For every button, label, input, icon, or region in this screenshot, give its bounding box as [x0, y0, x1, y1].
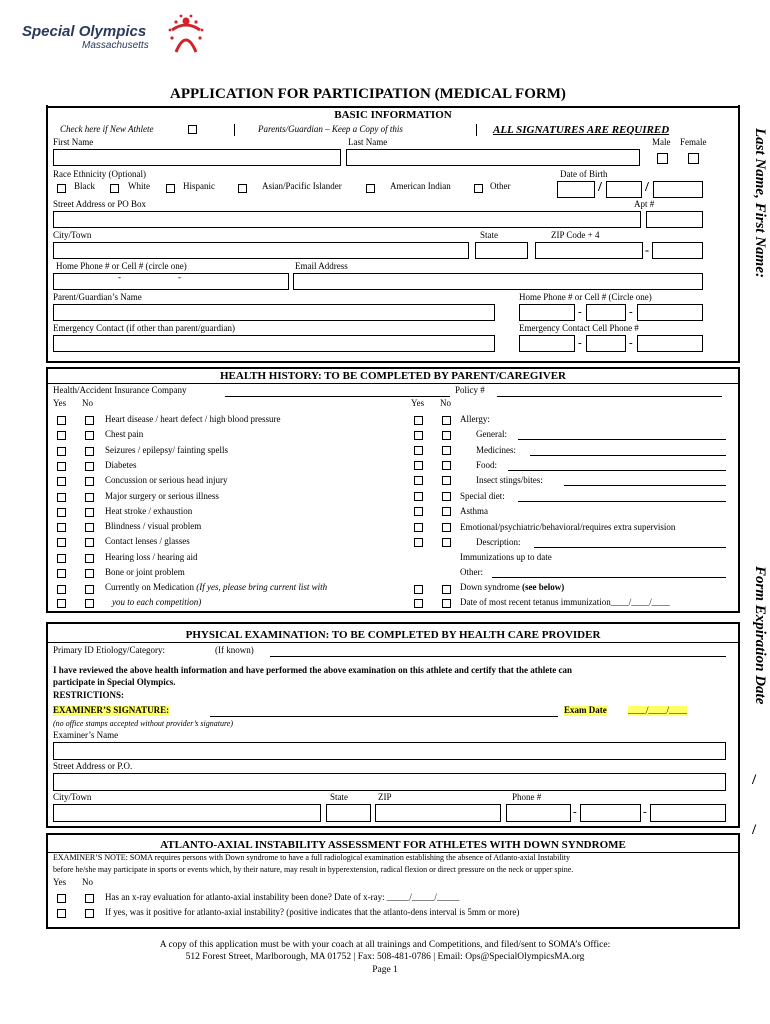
health-yes-checkbox[interactable] [57, 554, 66, 563]
health-yes-checkbox[interactable] [57, 447, 66, 456]
policy-field[interactable] [497, 396, 722, 397]
tetanus-yes-checkbox[interactable] [414, 599, 423, 608]
positive-question: If yes, was it positive for atlanto-axial instability? (positive indicates that the atlanto-dens interval is 5mm or more) [105, 907, 520, 917]
emotional-yes-checkbox[interactable] [414, 523, 423, 532]
emergency-name-field[interactable] [53, 335, 495, 352]
signatures-required-note: ALL SIGNATURES ARE REQUIRED [493, 124, 670, 136]
exam-city-field[interactable] [53, 804, 321, 822]
first-name-field[interactable] [53, 149, 341, 166]
description-no-checkbox[interactable] [442, 538, 451, 547]
basic-information-header: BASIC INFORMATION [46, 106, 740, 122]
home-phone-field[interactable] [53, 273, 289, 290]
health-yes-checkbox[interactable] [57, 477, 66, 486]
aai-no-header: No [82, 877, 93, 887]
allergy-no-checkbox[interactable] [442, 416, 451, 425]
special-diet-field[interactable] [518, 501, 726, 502]
home-phone-label: Home Phone # or Cell # (circle one) [56, 261, 187, 271]
zip-dash: - [645, 243, 649, 257]
health-item-label: Bone or joint problem [105, 567, 185, 577]
medication-note: you to each competition) [112, 597, 202, 607]
exam-phone-label: Phone # [512, 792, 542, 802]
dob-month-field[interactable] [557, 181, 595, 198]
race-american-indian-checkbox[interactable] [366, 184, 375, 193]
emergency-phone-dash: - [578, 337, 582, 349]
race-other-checkbox[interactable] [474, 184, 483, 193]
insect-label: Insect stings/bites: [476, 475, 543, 485]
city-field[interactable] [53, 242, 469, 259]
medication-list-no-checkbox[interactable] [85, 599, 94, 608]
male-label: Male [652, 137, 671, 147]
health-item-label: Contact lenses / glasses [105, 536, 190, 546]
asthma-label: Asthma [460, 506, 488, 516]
etiology-field[interactable] [270, 656, 726, 657]
xray-question: Has an x-ray evaluation for atlanto-axial instability been done? Date of x-ray: _____/_____/_____ [105, 892, 460, 902]
health-item-label: Hearing loss / hearing aid [105, 552, 198, 562]
health-yes-checkbox[interactable] [57, 569, 66, 578]
logo-subtitle: Massachusetts [82, 40, 149, 51]
yes-header: Yes [53, 398, 67, 408]
asthma-yes-checkbox[interactable] [414, 507, 423, 516]
restrictions-label: RESTRICTIONS: [53, 690, 125, 700]
race-asian-label: Asian/Pacific Islander [262, 181, 342, 191]
general-no-checkbox[interactable] [442, 431, 451, 440]
aai-header: ATLANTO-AXIAL INSTABILITY ASSESSMENT FOR ATHLETES WITH DOWN SYNDROME [46, 838, 740, 853]
description-field[interactable] [534, 547, 726, 548]
special-olympics-emblem [164, 12, 208, 56]
insect-no-checkbox[interactable] [442, 476, 451, 485]
special-diet-label: Special diet: [460, 491, 505, 501]
guardian-phone-line-field[interactable] [637, 304, 703, 321]
last-name-field[interactable] [346, 149, 640, 166]
side-label-expiration: Form Expiration Date [752, 566, 768, 705]
health-no-checkbox[interactable] [85, 431, 94, 440]
logo [22, 12, 222, 62]
xray-no-checkbox[interactable] [85, 894, 94, 903]
exam-phone-area-field[interactable] [506, 804, 571, 822]
examiner-signature-field[interactable] [210, 716, 558, 717]
emergency-phone-line-field[interactable] [637, 335, 703, 352]
special-diet-no-checkbox[interactable] [442, 492, 451, 501]
yes-header: Yes [411, 398, 425, 408]
exam-phone-dash: - [573, 806, 577, 818]
last-name-label: Last Name [348, 137, 388, 147]
phone-dash: - [118, 272, 121, 282]
food-no-checkbox[interactable] [442, 461, 451, 470]
insurance-label: Health/Accident Insurance Company [53, 385, 187, 395]
other-label: Other: [460, 567, 483, 577]
email-label: Email Address [295, 261, 348, 271]
exam-date-label: Exam Date [564, 705, 607, 715]
no-header: No [440, 398, 451, 408]
dob-slash: / [645, 180, 649, 195]
new-athlete-checkbox[interactable] [188, 125, 197, 134]
emergency-phone-prefix-field[interactable] [586, 335, 626, 352]
general-field[interactable] [518, 439, 726, 440]
aai-note: EXAMINER’S NOTE: SOMA requires persons with Down syndrome to have a full radiological examination establishing the absence of Atlanto-axial Instability [53, 853, 571, 862]
aai-yes-header: Yes [53, 877, 67, 887]
insect-field[interactable] [564, 485, 726, 486]
state-label: State [480, 230, 498, 240]
medication-label: Currently on Medication (If yes, please bring current list with [105, 582, 328, 592]
dob-label: Date of Birth [560, 169, 608, 179]
divider [234, 124, 235, 136]
certification-statement: participate in Special Olympics. [53, 677, 176, 687]
health-no-checkbox[interactable] [85, 416, 94, 425]
exam-phone-line-field[interactable] [650, 804, 726, 822]
asthma-no-checkbox[interactable] [442, 507, 451, 516]
guardian-phone-prefix-field[interactable] [586, 304, 626, 321]
etiology-label: Primary ID Etiology/Category: [53, 645, 165, 655]
medication-no-checkbox[interactable] [85, 585, 94, 594]
health-no-checkbox[interactable] [85, 493, 94, 502]
examiner-signature-label: EXAMINER’S SIGNATURE: [53, 705, 170, 715]
medicines-no-checkbox[interactable] [442, 446, 451, 455]
health-item-label: Heat stroke / exhaustion [105, 506, 193, 516]
health-no-checkbox[interactable] [85, 569, 94, 578]
race-black-checkbox[interactable] [57, 184, 66, 193]
exam-state-field[interactable] [326, 804, 371, 822]
guardian-phone-dash: - [629, 306, 633, 318]
health-yes-checkbox[interactable] [57, 508, 66, 517]
exam-date-field[interactable]: ____/____/____ [628, 705, 688, 715]
zip4-field[interactable] [652, 242, 703, 259]
exam-street-label: Street Address or P.O. [53, 761, 133, 771]
divider [48, 642, 738, 643]
guardian-phone-dash: - [578, 306, 582, 318]
side-slash-1: / [752, 772, 757, 788]
side-label-name: Last Name, First Name: [752, 128, 768, 278]
guardian-phone-area-field[interactable] [519, 304, 575, 321]
policy-label: Policy # [455, 385, 485, 395]
positive-yes-checkbox[interactable] [57, 909, 66, 918]
exam-zip-field[interactable] [375, 804, 501, 822]
food-label: Food: [476, 460, 498, 470]
street-label: Street Address or PO Box [53, 199, 146, 209]
female-checkbox[interactable] [688, 153, 699, 164]
parents-copy-note: Parents/Guardian – Keep a Copy of this [258, 124, 403, 134]
tetanus-label: Date of most recent tetanus immunization____/____/____ [460, 597, 670, 607]
health-item-label: Blindness / visual problem [105, 521, 202, 531]
apt-field[interactable] [646, 211, 703, 228]
exam-phone-dash: - [643, 806, 647, 818]
food-yes-checkbox[interactable] [414, 461, 423, 470]
general-yes-checkbox[interactable] [414, 431, 423, 440]
medicines-yes-checkbox[interactable] [414, 446, 423, 455]
special-diet-yes-checkbox[interactable] [414, 492, 423, 501]
zip-field[interactable] [535, 242, 643, 259]
race-black-label: Black [74, 181, 95, 191]
guardian-phone-label: Home Phone # or Cell # (Circle one) [519, 292, 652, 302]
health-no-checkbox[interactable] [85, 554, 94, 563]
divider [476, 124, 477, 136]
examiner-name-label: Examiner’s Name [53, 730, 119, 740]
health-yes-checkbox[interactable] [57, 493, 66, 502]
race-asian-checkbox[interactable] [238, 184, 247, 193]
down-syndrome-no-checkbox[interactable] [442, 585, 451, 594]
health-no-checkbox[interactable] [85, 462, 94, 471]
health-yes-checkbox[interactable] [57, 416, 66, 425]
insurance-field[interactable] [225, 396, 450, 397]
health-no-checkbox[interactable] [85, 447, 94, 456]
health-yes-checkbox[interactable] [57, 431, 66, 440]
health-yes-checkbox[interactable] [57, 523, 66, 532]
city-label: City/Town [53, 230, 92, 240]
emergency-phone-area-field[interactable] [519, 335, 575, 352]
dob-year-field[interactable] [653, 181, 703, 198]
state-field[interactable] [475, 242, 528, 259]
race-white-label: White [128, 181, 150, 191]
physical-exam-header: PHYSICAL EXAMINATION: TO BE COMPLETED BY HEALTH CARE PROVIDER [185, 629, 601, 641]
emotional-no-checkbox[interactable] [442, 523, 451, 532]
side-slash-2: / [752, 822, 757, 838]
no-header: No [82, 398, 93, 408]
down-syndrome-yes-checkbox[interactable] [414, 585, 423, 594]
health-item-label: Diabetes [105, 460, 137, 470]
health-history-header: HEALTH HISTORY: TO BE COMPLETED BY PARENT/CAREGIVER [46, 369, 740, 384]
health-item-label: Heart disease / heart defect / high blood pressure [105, 414, 281, 424]
new-athlete-label: Check here if New Athlete [60, 124, 154, 134]
insect-yes-checkbox[interactable] [414, 476, 423, 485]
phone-dash: - [178, 272, 181, 282]
allergy-yes-checkbox[interactable] [414, 416, 423, 425]
health-item-label: Seizures / epilepsy/ fainting spells [105, 445, 228, 455]
race-label: Race Ethnicity (Optional) [53, 169, 146, 179]
general-label: General: [476, 429, 507, 439]
page-title: APPLICATION FOR PARTICIPATION (MEDICAL FORM) [170, 86, 566, 102]
female-label: Female [680, 137, 707, 147]
if-known-label: (If known) [215, 645, 254, 655]
page-number: Page 1 [372, 965, 398, 975]
footer-address: 512 Forest Street, Marlborough, MA 01752 | Fax: 508-481-0786 | Email: Ops@SpecialOlympicsMA.org [185, 952, 585, 962]
street-field[interactable] [53, 211, 641, 228]
male-checkbox[interactable] [657, 153, 668, 164]
examiner-name-field[interactable] [53, 742, 726, 760]
guardian-name-label: Parent/Guardian’s Name [53, 292, 142, 302]
down-syndrome-label: Down syndrome (see below) [460, 582, 565, 592]
positive-no-checkbox[interactable] [85, 909, 94, 918]
emotional-label: Emotional/psychiatric/behavioral/requires extra supervision [460, 522, 676, 532]
health-no-checkbox[interactable] [85, 523, 94, 532]
emergency-phone-label: Emergency Contact Cell Phone # [519, 323, 639, 333]
health-item-label: Concussion or serious head injury [105, 475, 228, 485]
race-hispanic-label: Hispanic [183, 181, 215, 191]
zip-label: ZIP Code + 4 [551, 230, 600, 240]
medicines-label: Medicines: [476, 445, 516, 455]
medicines-field[interactable] [530, 455, 726, 456]
dob-slash: / [598, 180, 602, 195]
apt-label: Apt # [634, 199, 655, 209]
footer-note: A copy of this application must be with your coach at all trainings and Competitions, and filed/sent to SOMA’s Office: [159, 940, 611, 950]
exam-city-label: City/Town [53, 792, 92, 802]
medication-list-yes-checkbox[interactable] [57, 599, 66, 608]
tetanus-no-checkbox[interactable] [442, 599, 451, 608]
health-yes-checkbox[interactable] [57, 462, 66, 471]
medication-yes-checkbox[interactable] [57, 585, 66, 594]
aai-note: before he/she may participate in sports or events which, by their nature, may result in hyperextension, radical flexion or direct pressure on the neck or upper spine. [53, 865, 574, 874]
immunizations-label: Immunizations up to date [460, 552, 552, 562]
race-white-checkbox[interactable] [110, 184, 119, 193]
email-field[interactable] [293, 273, 703, 290]
guardian-name-field[interactable] [53, 304, 495, 321]
certification-statement: I have reviewed the above health information and have performed the above examination on this athlete and certify that the athlete can [53, 665, 573, 675]
health-item-label: Major surgery or serious illness [105, 491, 219, 501]
allergy-label: Allergy: [460, 414, 490, 424]
health-no-checkbox[interactable] [85, 538, 94, 547]
food-field[interactable] [508, 470, 726, 471]
health-no-checkbox[interactable] [85, 508, 94, 517]
xray-yes-checkbox[interactable] [57, 894, 66, 903]
exam-state-label: State [330, 792, 348, 802]
health-item-label: Chest pain [105, 429, 144, 439]
description-label: Description: [476, 537, 521, 547]
exam-street-field[interactable] [53, 773, 726, 791]
no-stamps-note: (no office stamps accepted without provider’s signature) [53, 719, 233, 728]
health-yes-checkbox[interactable] [57, 538, 66, 547]
logo-title: Special Olympics [22, 23, 147, 40]
exam-phone-prefix-field[interactable] [580, 804, 641, 822]
race-other-label: Other [490, 181, 511, 191]
dob-day-field[interactable] [606, 181, 642, 198]
exam-zip-label: ZIP [378, 792, 392, 802]
other-field[interactable] [492, 577, 726, 578]
emergency-label: Emergency Contact (if other than parent/guardian) [53, 323, 236, 333]
first-name-label: First Name [53, 137, 94, 147]
health-no-checkbox[interactable] [85, 477, 94, 486]
race-american-indian-label: American Indian [390, 181, 451, 191]
race-hispanic-checkbox[interactable] [166, 184, 175, 193]
emergency-phone-dash: - [629, 337, 633, 349]
description-yes-checkbox[interactable] [414, 538, 423, 547]
